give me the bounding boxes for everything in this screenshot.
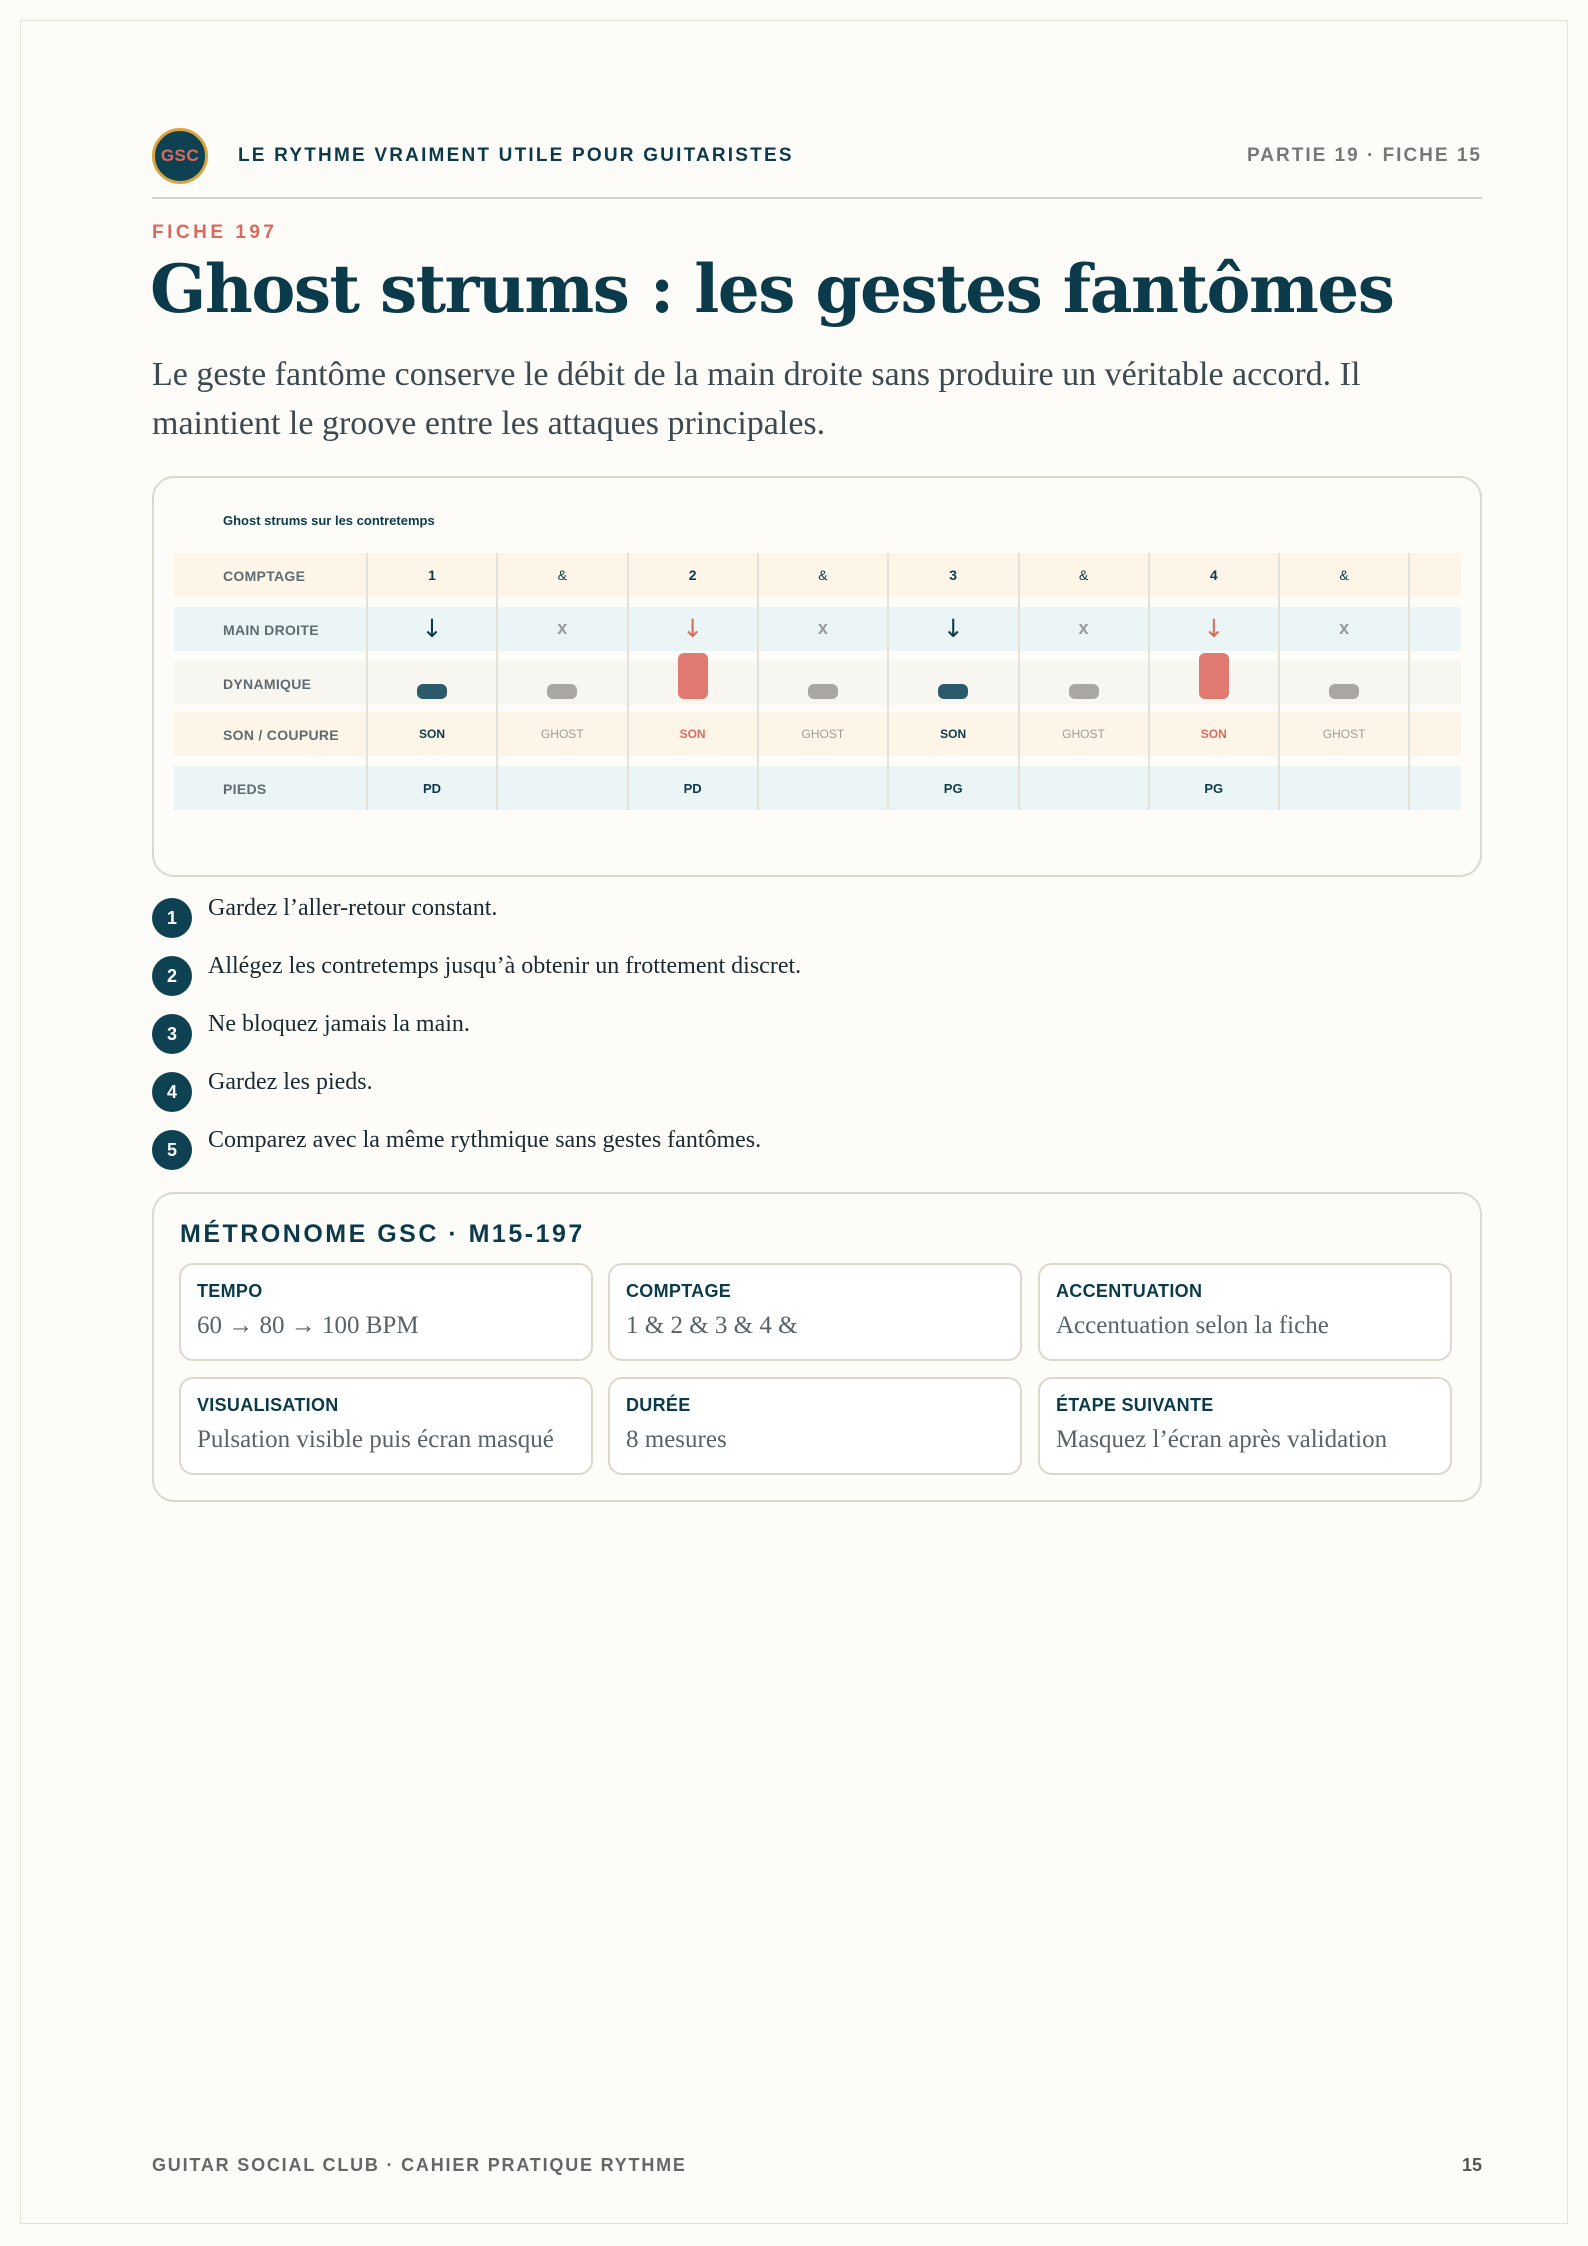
dynamic-bar — [417, 684, 447, 699]
setting-value: 1 & 2 & 3 & 4 & — [626, 1312, 798, 1339]
step-item — [152, 1128, 1152, 1172]
step-number: 2 — [152, 956, 192, 996]
column-divider — [366, 553, 368, 810]
part-label: PARTIE 19 · FICHE 15 — [1247, 145, 1482, 166]
column-divider — [496, 553, 498, 810]
count-label: 2 — [688, 567, 697, 583]
setting-value: 60 → 80 → 100 BPM — [197, 1312, 419, 1339]
logo-text: GSC — [160, 146, 200, 165]
setting-label: ACCENTUATION — [1056, 1281, 1203, 1301]
metronome-next-step — [1038, 1377, 1452, 1475]
step-number: 4 — [152, 1072, 192, 1112]
down-strum-arrow-icon: ↓ — [1203, 614, 1225, 643]
dynamic-bar — [1329, 684, 1359, 699]
count-label: & — [1078, 567, 1089, 583]
down-strum-arrow-icon: ↓ — [421, 614, 443, 643]
dynamic-bar — [808, 684, 838, 699]
ghost-strum-x-icon: x — [1078, 618, 1089, 638]
step-item — [152, 954, 1152, 998]
ghost-strum-x-icon: x — [1339, 618, 1350, 638]
row-label: COMPTAGE — [223, 568, 306, 584]
column-divider — [1018, 553, 1020, 810]
metronome-visualisation — [179, 1377, 593, 1475]
step-text: Ne bloquez jamais la main. — [208, 1011, 470, 1037]
column-divider — [887, 553, 889, 810]
step-item — [152, 896, 1152, 940]
header-divider — [152, 197, 1482, 199]
feet-label: PG — [943, 781, 963, 796]
step-item — [152, 1070, 1152, 1114]
step-text: Allégez les contretemps jusqu’à obtenir un frottement discret. — [208, 953, 802, 979]
sound-label: SON — [1200, 727, 1227, 741]
column-divider — [1148, 553, 1150, 810]
setting-value: Masquez l’écran après validation — [1056, 1426, 1388, 1453]
page-header — [152, 127, 1482, 185]
row-label: MAIN DROITE — [223, 622, 319, 638]
step-number: 3 — [152, 1014, 192, 1054]
step-text: Gardez l’aller-retour constant. — [208, 895, 498, 921]
setting-value: Accentuation selon la fiche — [1056, 1312, 1329, 1339]
page-number: 15 — [1461, 2155, 1482, 2175]
dynamic-bar — [678, 653, 708, 699]
step-item — [152, 1012, 1152, 1056]
setting-label: TEMPO — [197, 1281, 263, 1301]
row-label: SON / COUPURE — [223, 727, 339, 743]
row-label: DYNAMIQUE — [223, 676, 312, 692]
brand-logo — [152, 128, 208, 184]
metronome-duration — [608, 1377, 1022, 1475]
count-label: 4 — [1209, 567, 1218, 583]
feet-label: PD — [683, 781, 702, 796]
row-label: PIEDS — [223, 781, 267, 797]
sound-label: GHOST — [801, 727, 845, 741]
dynamic-bar — [938, 684, 968, 699]
step-text: Comparez avec la même rythmique sans gestes fantômes. — [208, 1127, 762, 1153]
ghost-strum-x-icon: x — [557, 618, 568, 638]
column-divider — [1408, 553, 1410, 810]
metronome-tempo — [179, 1263, 593, 1361]
setting-label: COMPTAGE — [626, 1281, 732, 1301]
metronome-title: MÉTRONOME GSC · M15-197 — [180, 1220, 585, 1248]
metronome-counting — [608, 1263, 1022, 1361]
column-divider — [1278, 553, 1280, 810]
feet-label: PD — [422, 781, 442, 796]
down-strum-arrow-icon: ↓ — [682, 614, 704, 643]
setting-value: Pulsation visible puis écran masqué — [197, 1426, 554, 1453]
down-strum-arrow-icon: ↓ — [942, 614, 964, 643]
step-text: Gardez les pieds. — [208, 1069, 373, 1095]
sound-label: SON — [940, 727, 967, 741]
dynamic-bar — [1199, 653, 1229, 699]
count-label: & — [557, 567, 567, 583]
setting-value: 8 mesures — [626, 1426, 727, 1453]
sound-label: GHOST — [1062, 727, 1105, 741]
sound-label: SON — [418, 727, 445, 741]
sound-label: GHOST — [540, 727, 584, 741]
series-title: LE RYTHME VRAIMENT UTILE POUR GUITARISTES — [238, 145, 794, 166]
sound-label: GHOST — [1322, 727, 1366, 741]
count-label: 3 — [949, 567, 958, 583]
count-label: & — [1339, 567, 1349, 583]
step-number: 1 — [152, 898, 192, 938]
metronome-accentuation — [1038, 1263, 1452, 1361]
count-label: 1 — [428, 567, 436, 583]
feet-label: PG — [1204, 781, 1224, 796]
page-title: Ghost strums : les gestes fantômes — [150, 250, 1394, 328]
ghost-strum-x-icon: x — [817, 618, 828, 638]
sound-label: SON — [679, 727, 706, 741]
footer-title: GUITAR SOCIAL CLUB · CAHIER PRATIQUE RYTHME — [152, 2155, 687, 2175]
lead-paragraph: Le geste fantôme conserve le débit de la main droite sans produire un véritable accord. Il maintient le groove entre les attaques principales. — [152, 356, 1361, 442]
count-label: & — [818, 567, 828, 583]
dynamic-bar — [1069, 684, 1099, 699]
sheet-kicker: FICHE 197 — [152, 222, 278, 243]
step-number: 5 — [152, 1130, 192, 1170]
dynamic-bar — [547, 684, 577, 699]
setting-label: ÉTAPE SUIVANTE — [1056, 1395, 1214, 1415]
setting-label: VISUALISATION — [197, 1395, 339, 1415]
column-divider — [757, 553, 759, 810]
chart-title: Ghost strums sur les contretemps — [223, 513, 435, 528]
column-divider — [627, 553, 629, 810]
setting-label: DURÉE — [626, 1395, 691, 1415]
